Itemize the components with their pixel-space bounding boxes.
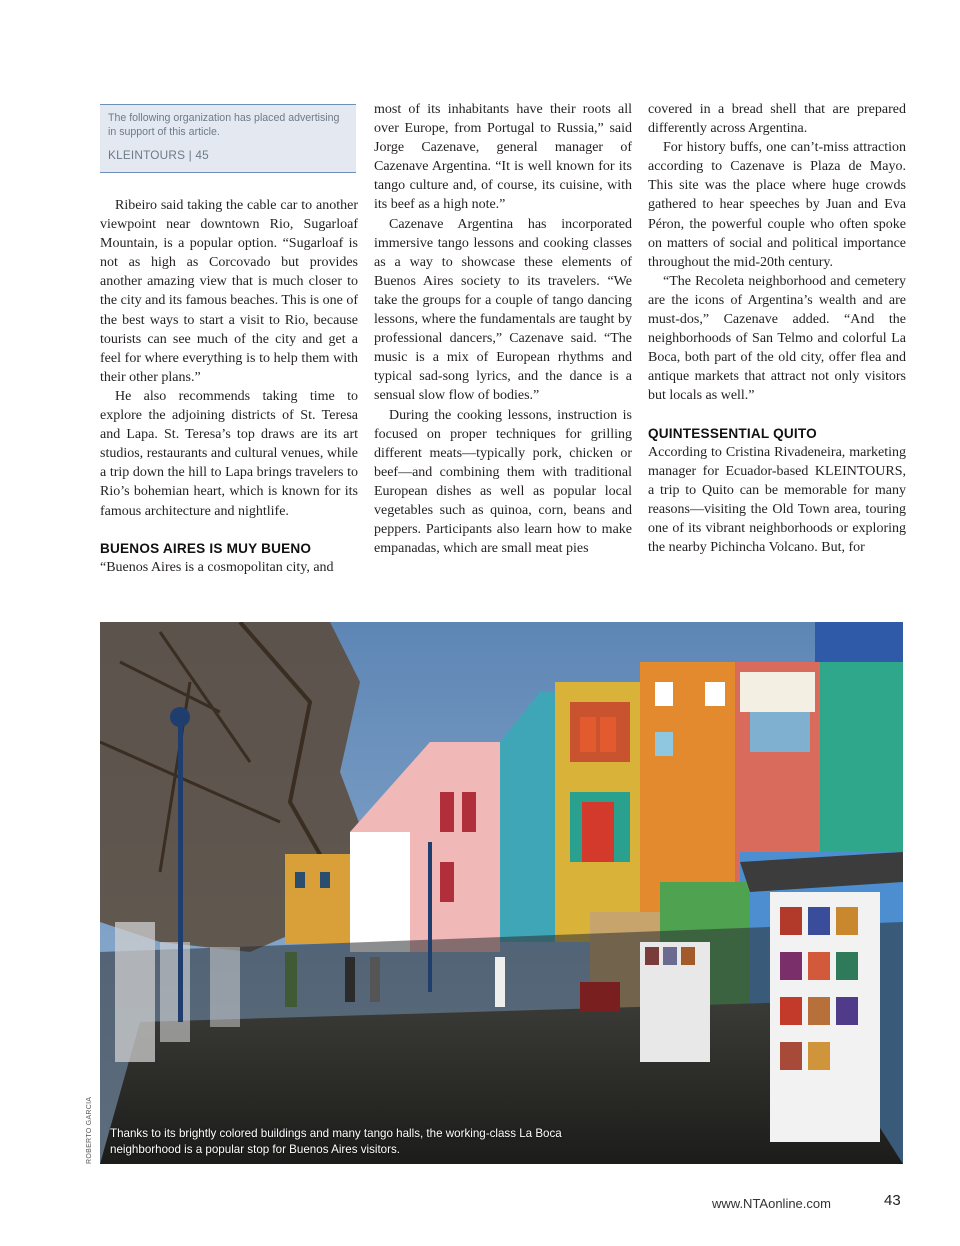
paragraph: Ribeiro said taking the cable car to another viewpoint near downtown Rio, Sugarloaf Mountain, is a popular option. “Sugarloaf is not as high as Corcovado but provides another amazing view that is much closer to the city and its famous beaches. This is one of the best ways to start a visit to Rio, because tourists can see much of the city and get a feel for where everything is to help them with their other plans.” <box>100 198 358 385</box>
paragraph: During the cooking lessons, instruction is focused on proper techniques for grilling different meats—typically pork, chicken or beef—and combining them with traditional European dishes as well as popular local vegetables such as quinoa, corn, beans and peppers. Participants also learn how to make empanadas, which are small meat pies <box>374 407 632 557</box>
paragraph: most of its inhabitants have their roots all over Europe, from Portugal to Russia,” said Jorge Cazenave, general manager of Cazenave Argentina. “It is well known for its tango culture and, of course, its cuisine, with its beef as a high note.” <box>374 102 632 213</box>
footer-url: www.NTAonline.com <box>712 1196 831 1211</box>
advertiser-note-text: The following organization has placed advertising in support of this article. <box>108 112 340 138</box>
paragraph: “The Recoleta neighborhood and cemetery are the icons of Argentina’s wealth and are must-dos,” Cazenave added. “And the neighborhoods of San Telmo and colorful La Boca, both part of the old city, offer flea and antique markets that attract not only visitors but locals as well.” <box>648 273 906 404</box>
paragraph: For history buffs, one can’t-miss attraction according to Cazenave is Plaza de Mayo. This site was the place where huge crowds gathered to hear speeches by Juan and Eva Péron, the powerful couple who often spoke on matters of social and political importance throughout the mid-20th century. <box>648 140 906 270</box>
paragraph: He also recommends taking time to explore the adjoining districts of St. Teresa and Lapa. St. Teresa’s top draws are its art studios, restaurants and cultural venues, while a trip down the hill to Lapa brings travelers to Rio’s bohemian heart, which is known for its famous architecture and nightlife. <box>100 388 358 519</box>
photo-credit: ROBERTO GARCIA <box>86 1096 93 1164</box>
advertiser-note-box <box>100 104 356 173</box>
advertiser-reference: KLEINTOURS | 45 <box>108 148 209 162</box>
la-boca-photo <box>100 622 903 1164</box>
page-number: 43 <box>884 1192 901 1209</box>
paragraph: According to Cristina Rivadeneira, marketing manager for Ecuador-based KLEINTOURS, a trip to Quito can be memorable for many reasons—visiting the Old Town area, touring one of its vibrant neighborhoods or exploring the nearby Pichincha Volcano. But, for <box>648 444 906 555</box>
section-heading: BUENOS AIRES IS MUY BUENO <box>100 540 312 556</box>
article-column-3 <box>648 100 906 557</box>
paragraph: “Buenos Aires is a cosmopolitan city, and <box>100 559 334 575</box>
paragraph: covered in a bread shell that are prepared differently across Argentina. <box>648 102 906 137</box>
la-boca-illustration <box>100 622 903 1164</box>
photo-caption: Thanks to its brightly colored buildings and many tango halls, the working-class La Boca neighborhood is a popular stop for Buenos Aires visitors. <box>110 1127 562 1156</box>
article-column-2 <box>374 100 632 558</box>
article-column-1 <box>100 196 358 577</box>
section-heading: QUINTESSENTIAL QUITO <box>648 425 817 441</box>
paragraph: Cazenave Argentina has incorporated immersive tango lessons and cooking classes as a way to showcase these elements of Buenos Aires society to its travelers. “We take the groups for a couple of tango dancing lessons, where the fundamentals are taught by professional dancers,” Cazenave said. “The music is a mix of European rhythms and typical sad-song lyrics, and the dance is a sensual slow flow of bodies.” <box>374 216 632 404</box>
